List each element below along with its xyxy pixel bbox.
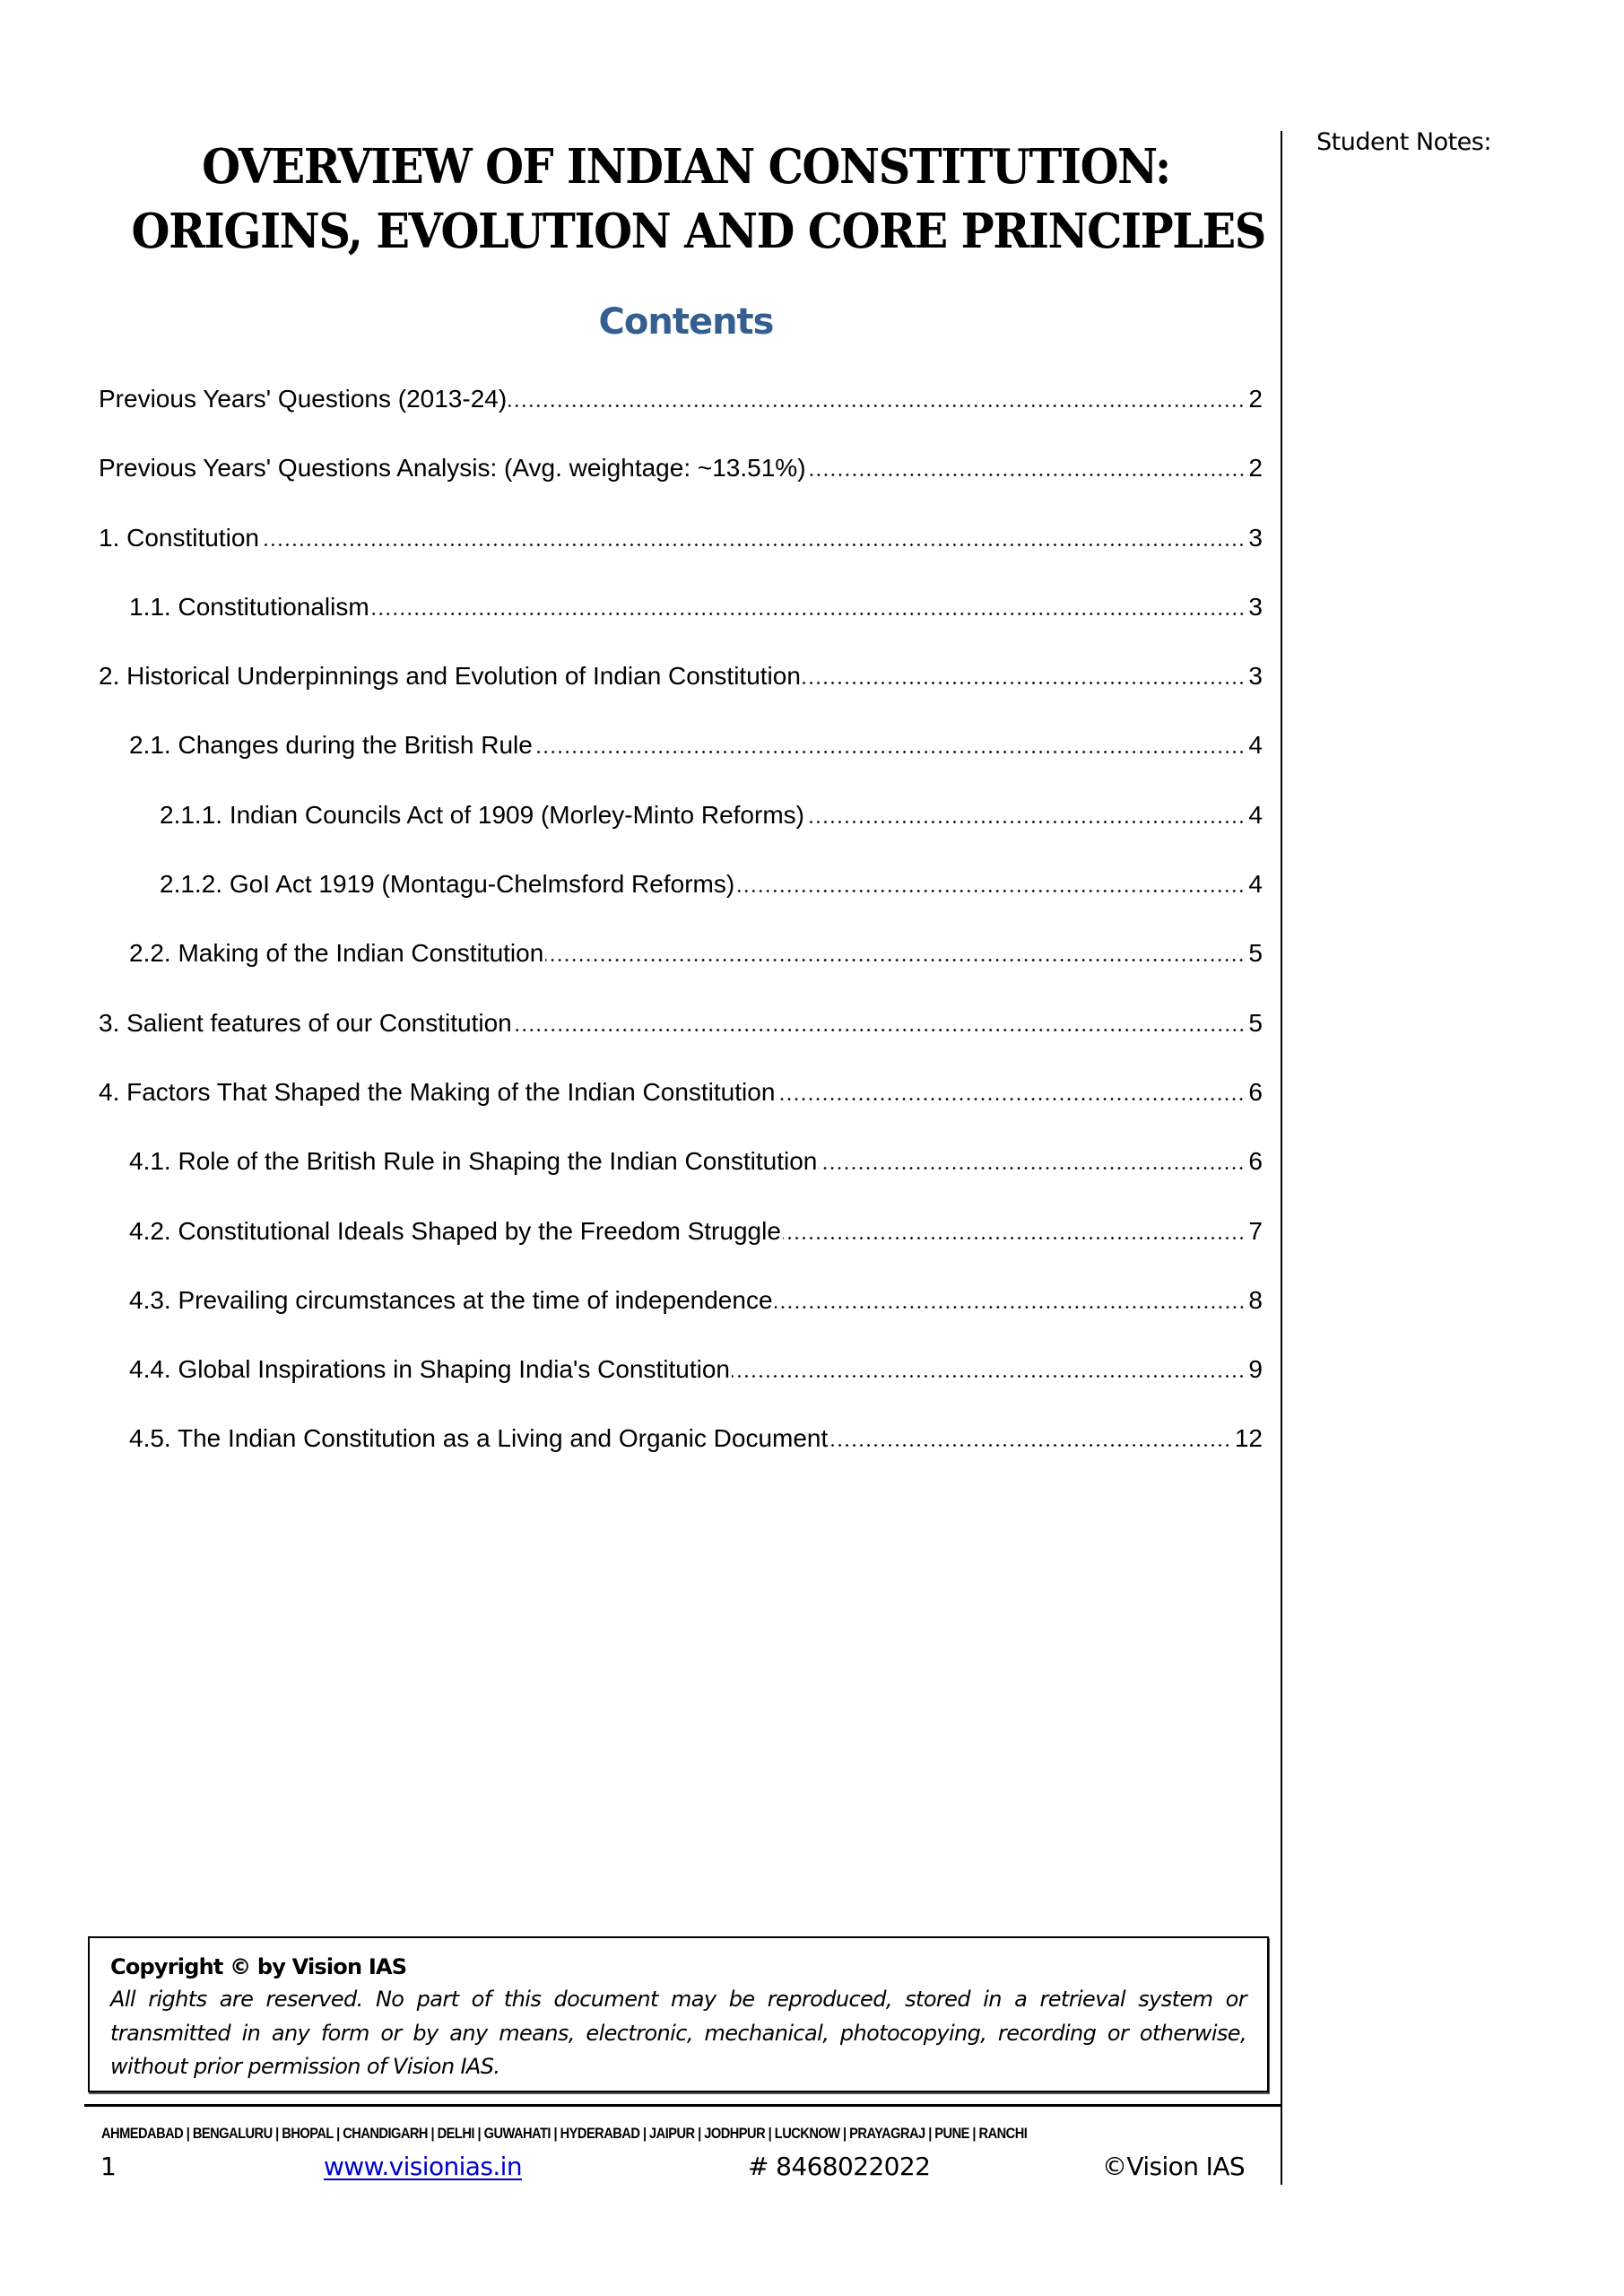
toc-entry-page: 3 [1248,523,1263,552]
toc-dot-leader [545,944,1245,961]
toc-entry-page: 6 [1248,1077,1263,1106]
toc-entry-page: 6 [1248,1147,1263,1176]
toc-entry-page: 8 [1248,1285,1263,1314]
toc-entry-label: Previous Years' Questions Analysis: (Avg. weightage: ~13.51%) [99,454,806,483]
toc-entry-label: 4.3. Prevailing circumstances at the time of independence [129,1285,773,1314]
toc-entry-label: 2.1.1. Indian Councils Act of 1909 (Morley-Minto Reforms) [160,800,804,829]
contents-heading: Contents [598,301,774,343]
toc-entry[interactable] [99,591,1263,660]
toc-dot-leader [514,1013,1246,1031]
toc-entry-page: 3 [1248,662,1263,691]
toc-dot-leader [803,666,1246,684]
toc-dot-leader [371,597,1246,615]
toc-entry[interactable] [99,1007,1263,1076]
toc-entry[interactable] [99,1284,1263,1353]
footer-divider [84,2104,1282,2107]
toc-entry-page: 2 [1248,454,1263,483]
toc-entry-label: 4. Factors That Shaped the Making of the Indian Constitution [99,1077,776,1106]
toc-entry[interactable] [99,1145,1263,1214]
toc-dot-leader [736,874,1245,892]
toc-entry[interactable] [99,383,1263,452]
toc-entry-label: 4.5. The Indian Constitution as a Living and Organic Document [129,1424,829,1453]
toc-dot-leader [508,389,1245,407]
document-title [131,135,1265,264]
table-of-contents [99,383,1263,1492]
toc-entry-label: 4.4. Global Inspirations in Shaping India's Constitution [129,1355,730,1384]
copyright-text: All rights are reserved. No part of this document may be reproduced, stored in a retrieval system or transmitted in any form or by any means, electronic, mechanical, photocopying, recording or otherwise, without prior permission of Vision IAS. [110,1987,1246,2079]
toc-dot-leader [806,805,1245,823]
toc-entry-label: 1.1. Constitutionalism [129,592,369,621]
toc-entry[interactable] [99,452,1263,521]
student-notes-label: Student Notes: [1316,128,1491,156]
toc-entry-page: 7 [1248,1216,1263,1245]
website-link[interactable]: www.visionias.in [324,2152,522,2181]
toc-entry-label: 2.2. Making of the Indian Constitution [129,939,544,968]
document-title-line-2: ORIGINS, EVOLUTION AND CORE PRINCIPLES [131,204,1265,259]
toc-entry-label: 2.1. Changes during the British Rule [129,731,533,760]
toc-entry-page: 3 [1248,592,1263,621]
toc-entry-page: 4 [1248,870,1263,899]
toc-entry-label: 1. Constitution [99,523,259,552]
toc-dot-leader [819,1152,1245,1170]
toc-entry-page: 5 [1248,1008,1263,1037]
toc-dot-leader [829,1429,1231,1447]
toc-entry-page: 2 [1248,385,1263,413]
toc-entry[interactable] [99,1422,1263,1492]
toc-entry-label: 3. Salient features of our Constitution [99,1008,512,1037]
toc-dot-leader [808,458,1246,476]
toc-entry[interactable] [99,1076,1263,1145]
margin-divider [1281,131,1282,2185]
document-title-line-1: OVERVIEW OF INDIAN CONSTITUTION: [202,139,1170,195]
toc-entry-label: Previous Years' Questions (2013-24) [99,385,508,413]
toc-dot-leader [783,1222,1246,1239]
toc-dot-leader [534,735,1246,753]
toc-dot-leader [775,1291,1246,1309]
copyright-notice [88,1936,1269,2092]
toc-entry[interactable] [99,1215,1263,1284]
toc-entry[interactable] [99,660,1263,729]
phone-number: # 8468022022 [748,2152,931,2181]
footer-cities: AHMEDABAD | BENGALURU | BHOPAL | CHANDIGARH | DELHI | GUWAHATI | HYDERABAD | JAIPUR | JODHPUR | LUCKNOW | PRAYAGRAJ | PUNE | RANCHI [101,2125,1028,2142]
toc-dot-leader [261,528,1245,546]
copyright-title: Copyright © by Vision IAS [110,1954,407,1979]
toc-entry[interactable] [99,799,1263,868]
toc-entry[interactable] [99,868,1263,937]
toc-entry-page: 4 [1248,731,1263,760]
toc-entry[interactable] [99,522,1263,591]
toc-dot-leader [732,1360,1245,1378]
toc-entry-label: 4.2. Constitutional Ideals Shaped by the Freedom Struggle [129,1216,781,1245]
toc-entry-label: 2. Historical Underpinnings and Evolution of Indian Constitution [99,662,801,691]
toc-entry-page: 5 [1248,939,1263,968]
toc-entry-label: 2.1.2. GoI Act 1919 (Montagu-Chelmsford Reforms) [160,870,735,899]
toc-dot-leader [777,1083,1245,1100]
footer-brand: ©Vision IAS [1102,2152,1246,2181]
toc-entry-label: 4.1. Role of the British Rule in Shaping the Indian Constitution [129,1147,818,1176]
toc-entry-page: 9 [1248,1355,1263,1384]
toc-entry-page: 12 [1234,1424,1263,1453]
page-number: 1 [100,2152,117,2181]
toc-entry[interactable] [99,1353,1263,1422]
toc-entry[interactable] [99,729,1263,798]
toc-entry[interactable] [99,937,1263,1006]
toc-entry-page: 4 [1248,800,1263,829]
